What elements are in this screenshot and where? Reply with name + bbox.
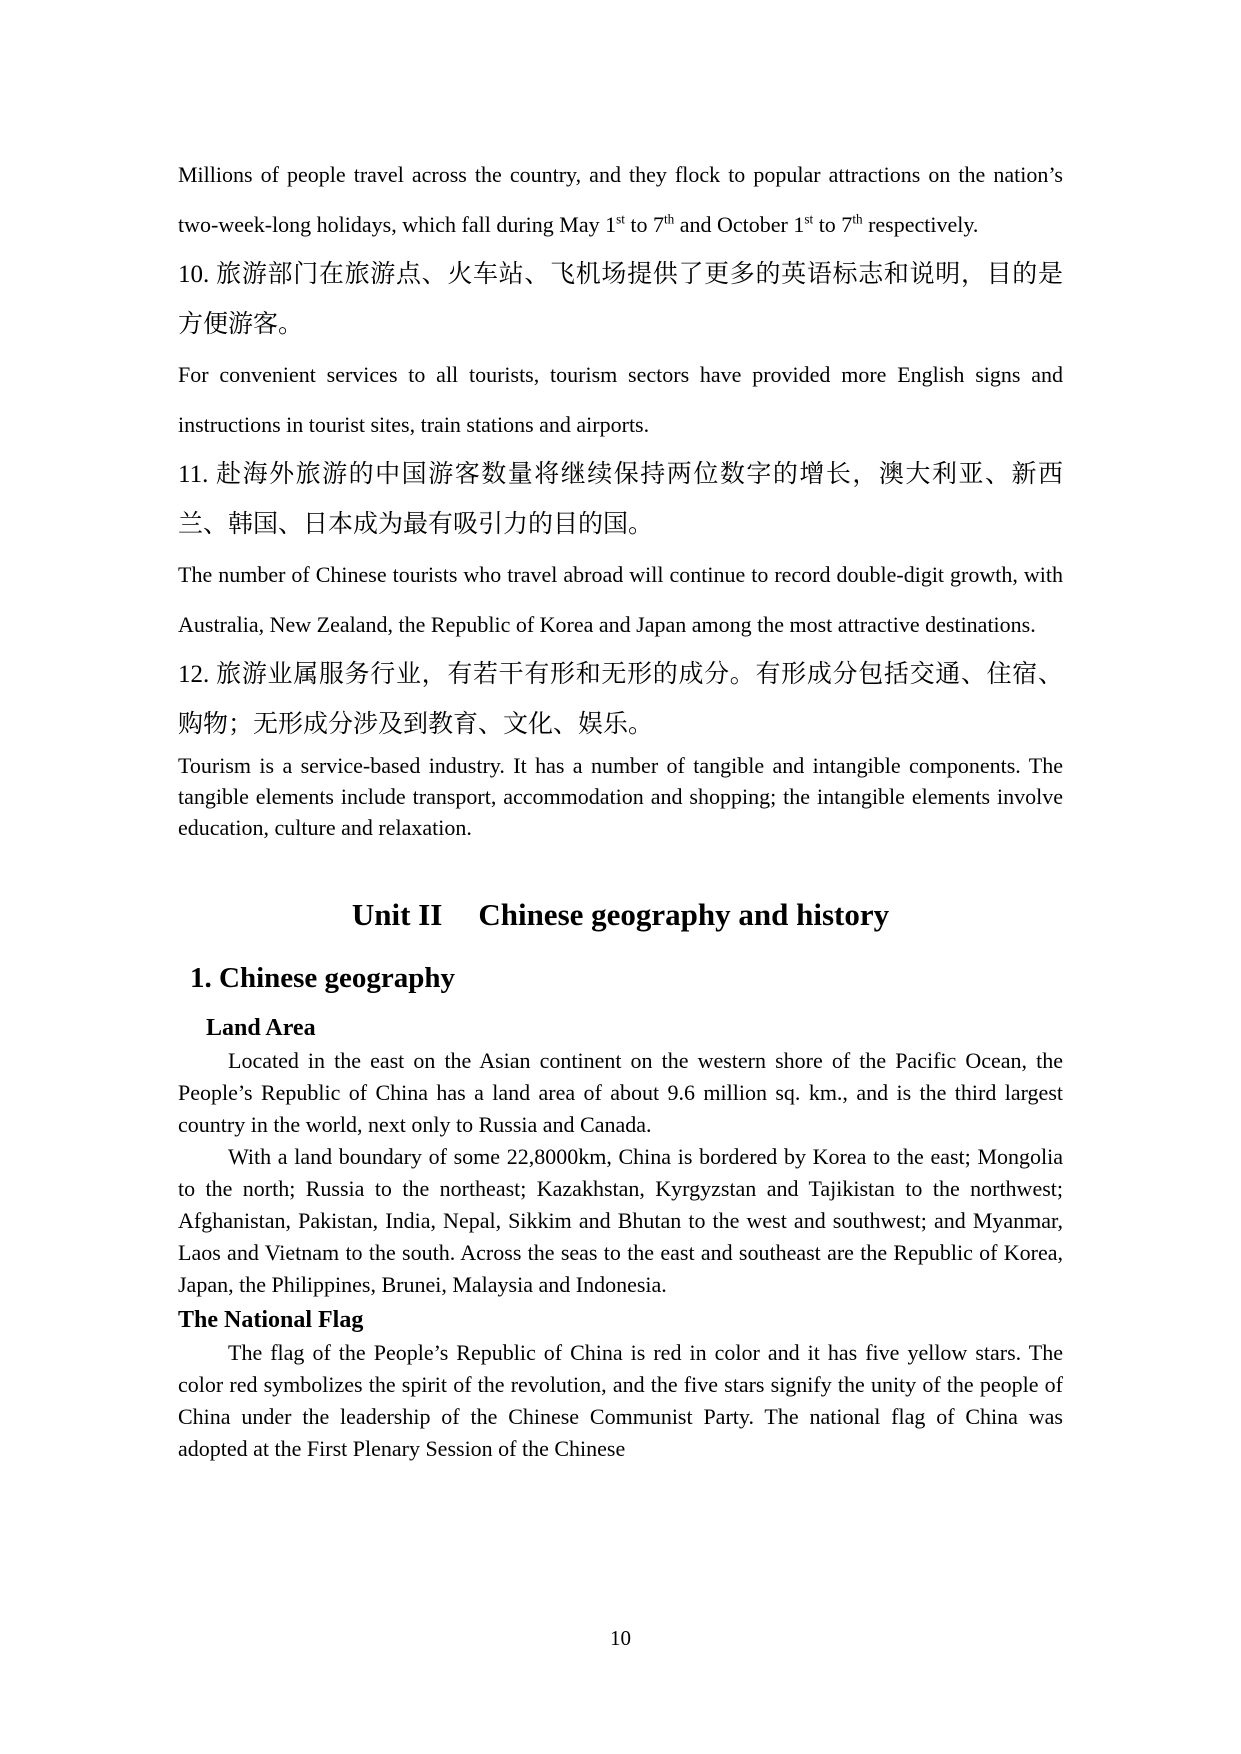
translation-item-11-chinese: 11. 赴海外旅游的中国游客数量将继续保持两位数字的增长，澳大利亚、新西兰、韩国、日本成为最有吸引力的目的国。 — [178, 461, 1063, 538]
land-area-paragraph-1: Located in the east on the Asian continent on the western shore of the Pacific Ocean, the People’s Republic of China has a land area of about 9.6 million sq. km., and is the third largest country in the world, next only to Russia and Canada. — [178, 1048, 1063, 1137]
section-1-heading: 1. Chinese geography — [190, 962, 456, 994]
unit-2-title — [178, 893, 1063, 937]
translation-item-10-english: For convenient services to all tourists, tourism sectors have provided more English signs and instructions in tourist sites, train stations and airports. — [178, 362, 1063, 437]
page-number: 10 — [610, 1626, 631, 1650]
translation-item-9-english: Millions of people travel across the country, and they flock to popular attractions on the nation’s two-week-long holidays, which fall during May 1st to 7th and October 1st to 7th respectively. — [178, 162, 1063, 237]
national-flag-heading: The National Flag — [178, 1307, 364, 1333]
national-flag-paragraph-1: The flag of the People’s Republic of China is red in color and it has five yellow stars. The color red symbolizes the spirit of the revolution, and the five stars signify the unity of the people of China under the leadership of the Chinese Communist Party. The national flag of China was adopted at the First Plenary Session of the Chinese — [178, 1340, 1063, 1461]
unit-2-title-label: Unit II — [351, 897, 443, 932]
land-area-paragraph-2: With a land boundary of some 22,8000km, China is bordered by Korea to the east; Mongolia to the north; Russia to the northeast; Kazakhstan, Kyrgyzstan and Tajikistan to the northwest; Afghanistan, Pakistan, India, Nepal, Sikkim and Bhutan to the west and southwest; and Myanmar, Laos and Vietnam to the south. Across the seas to the east and southeast are the Republic of Korea, Japan, the Philippines, Brunei, Malaysia and Indonesia. — [178, 1144, 1063, 1297]
translation-item-10-chinese: 10. 旅游部门在旅游点、火车站、飞机场提供了更多的英语标志和说明，目的是方便游客。 — [178, 261, 1063, 338]
translation-item-12-english: Tourism is a service-based industry. It has a number of tangible and intangible components. The tangible elements include transport, accommodation and shopping; the intangible elements involve education, culture and relaxation. — [178, 753, 1063, 840]
translation-item-12-chinese: 12. 旅游业属服务行业，有若干有形和无形的成分。有形成分包括交通、住宿、购物；无形成分涉及到教育、文化、娱乐。 — [178, 661, 1063, 738]
unit-2-title-text: Chinese geography and history — [478, 897, 890, 932]
land-area-heading: Land Area — [206, 1015, 316, 1041]
translation-item-11-english: The number of Chinese tourists who travel abroad will continue to record double-digit growth, with Australia, New Zealand, the Republic of Korea and Japan among the most attractive destinations. — [178, 562, 1063, 637]
page-content — [178, 150, 1063, 1465]
